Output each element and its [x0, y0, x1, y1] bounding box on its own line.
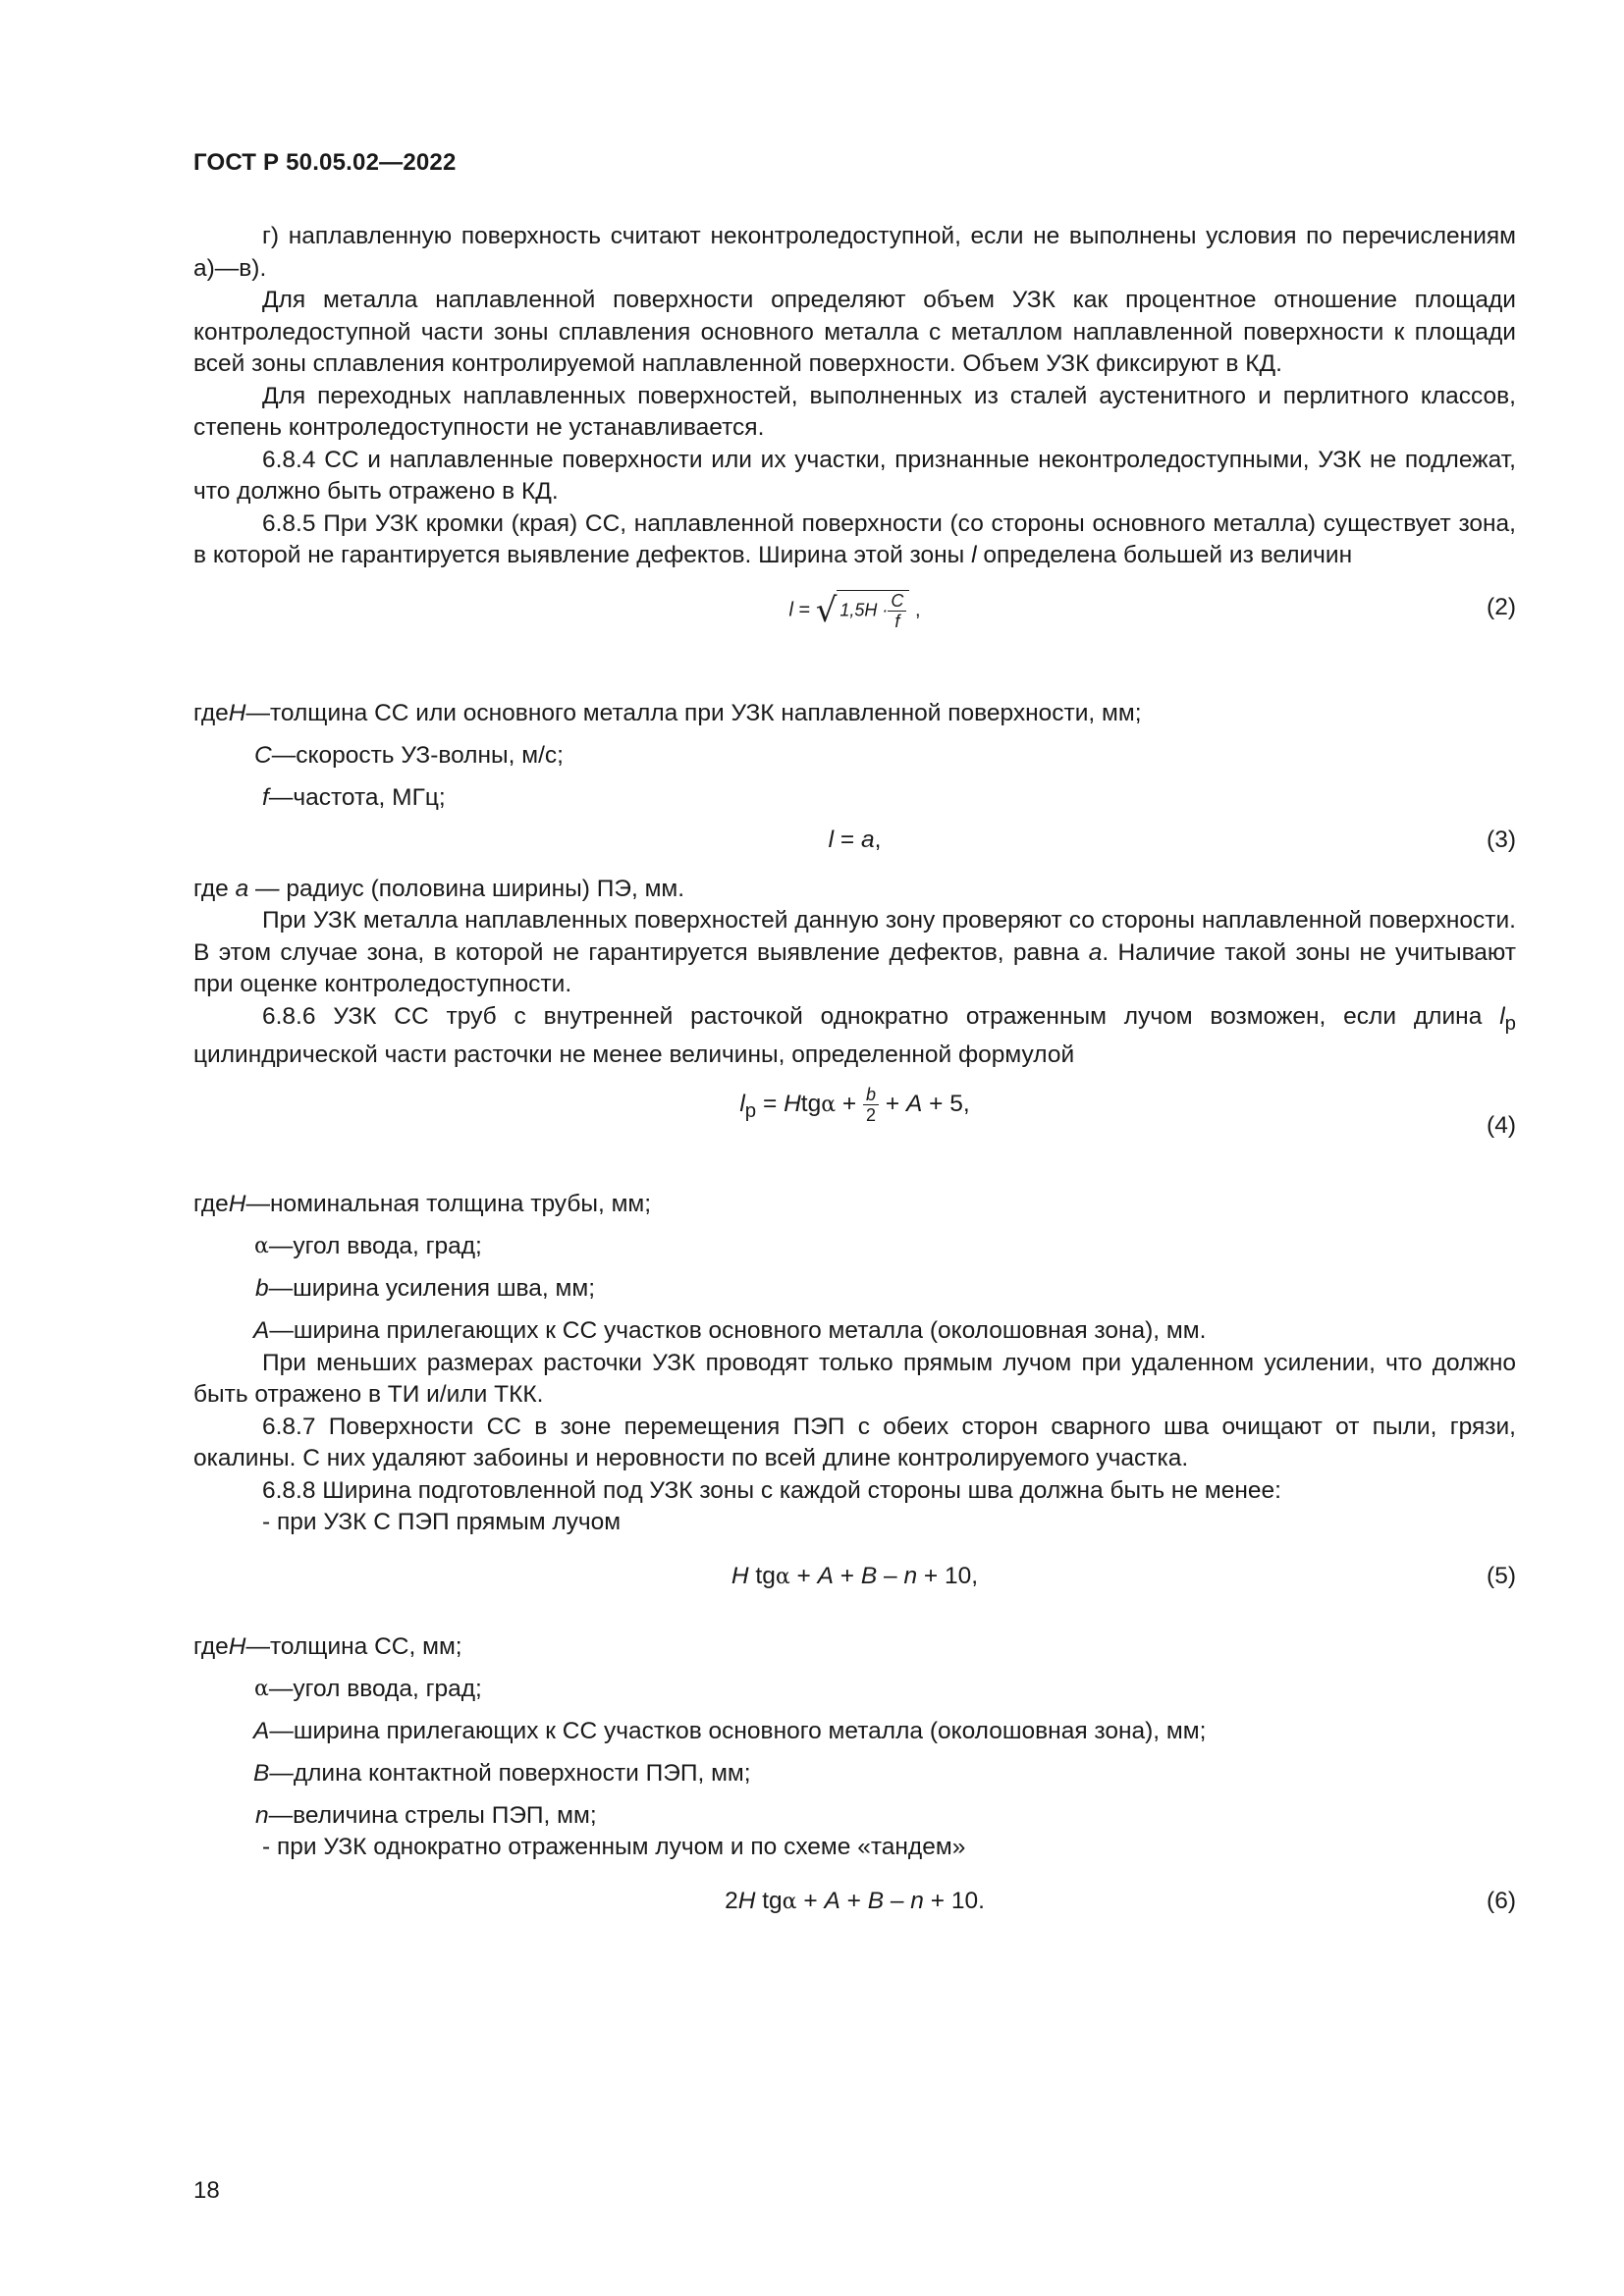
where-text: скорость УЗ-волны, м/с; [296, 741, 564, 769]
where-item [193, 1800, 1516, 1833]
variable-subscript: р [1504, 1012, 1517, 1035]
where-item [193, 1631, 1516, 1664]
formula-expression [193, 1886, 1516, 1918]
formula-3 [193, 825, 1516, 860]
alpha-symbol: α [775, 1564, 790, 1589]
where-item [193, 1273, 1516, 1306]
where-dash: — [268, 783, 294, 811]
formula-symbol: l [828, 826, 835, 853]
where-dash: — [269, 1759, 294, 1787]
where-dash: — [268, 1675, 294, 1702]
paragraph: 6.8.7 Поверхности СС в зоне перемещения ПЭП с обеих сторон сварного шва очищают от пыли, грязи, окалины. С них удаляют забоины и неровности по всей длине контролируемого участка. [193, 1413, 1516, 1472]
where-symbol: C [254, 741, 272, 769]
where-text: частота, МГц; [293, 783, 446, 811]
formula-symbol: + [836, 1091, 863, 1118]
where-dash: — [268, 1801, 294, 1829]
fraction [888, 591, 906, 631]
where-prefix: где [193, 1632, 229, 1660]
where-item [193, 1716, 1516, 1748]
where-text: толщина СС или основного металла при УЗК наплавленной поверхности, мм; [269, 699, 1142, 726]
paragraph: 6.8.4 СС и наплавленные поверхности или их участки, признанные неконтроледоступными, УЗК не подлежат, что должно быть отражено в КД. [193, 446, 1516, 505]
alpha-symbol: α [782, 1889, 797, 1914]
paragraph [193, 905, 1516, 1001]
formula-symbol: 1,5H · [839, 599, 889, 619]
formula-2 [193, 590, 1516, 657]
paragraph: Для металла наплавленной поверхности определяют объем УЗК как процентное отношение площади контроледоступной части зоны сплавления основного металла с металлом наплавленной поверхности к площади всей зоны сплавления контролируемой наплавленной поверхности. Объем УЗК фиксируют в КД. [193, 287, 1516, 377]
variable: l [971, 542, 977, 568]
where-symbol: f [262, 783, 269, 811]
where-text: ширина прилегающих к СС участков основного металла (околошовная зона), мм. [293, 1317, 1207, 1345]
where-list [193, 1189, 1516, 1348]
formula-symbol: l [739, 1091, 745, 1118]
where-symbol: H [228, 1191, 246, 1218]
formula-6 [193, 1886, 1516, 1921]
formula-symbol: B [867, 1887, 885, 1914]
fraction [863, 1085, 879, 1125]
where-symbol: α [254, 1234, 269, 1259]
formula-expression [193, 1085, 1516, 1127]
formula-symbol: + 5, [922, 1091, 970, 1118]
where-prefix: где [193, 1191, 229, 1218]
where-text: длина контактной поверхности ПЭП, мм; [293, 1759, 751, 1787]
formula-expression [193, 825, 1516, 856]
page-number: 18 [193, 2177, 220, 2204]
where-symbol: b [255, 1275, 269, 1303]
page-body [193, 221, 1516, 1921]
where-text: угол ввода, град; [293, 1233, 482, 1260]
where-item [193, 1674, 1516, 1706]
document-header: ГОСТ Р 50.05.02—2022 [193, 149, 457, 176]
formula-symbol: A [824, 1887, 840, 1914]
formula-symbol: H [731, 1562, 749, 1589]
variable: a [1088, 938, 1103, 966]
where-item [193, 740, 1516, 773]
list-item: - при УЗК С ПЭП прямым лучом [262, 1509, 622, 1536]
alpha-symbol: α [821, 1093, 837, 1118]
formula-symbol: + 10, [917, 1562, 979, 1589]
where-dash: — [268, 1233, 294, 1260]
formula-symbol: = [834, 826, 861, 853]
paragraph [193, 508, 1516, 572]
paragraph-text: . Наличие такой зоны не учитывают при оценке контроледоступности. [193, 938, 1516, 997]
formula-symbol: , [909, 598, 921, 620]
where-symbol: A [253, 1317, 270, 1345]
formula-symbol: n [910, 1887, 924, 1914]
formula-symbol: + [796, 1887, 825, 1914]
where-item [193, 1231, 1516, 1263]
where-text: номинальная толщина трубы, мм; [269, 1191, 652, 1218]
paragraph: г) наплавленную поверхность считают неконтроледоступной, если не выполнены условия по перечислениям а)—в). [193, 223, 1516, 282]
formula-symbol: H [737, 1887, 756, 1914]
paragraph-text: 6.8.6 УЗК СС труб с внутренней расточкой однократно отраженным лучом возможен, если длина [262, 1002, 1483, 1030]
where-text: радиус (половина ширины) ПЭ, мм. [286, 875, 685, 902]
formula-number: (2) [1487, 593, 1516, 620]
formula-symbol: + 10. [923, 1887, 985, 1914]
formula-symbol: l [788, 598, 793, 620]
paragraph: Для переходных наплавленных поверхностей, выполненных из сталей аустенитного и перлитного классов, степень контроледоступности не устанавливается. [193, 382, 1516, 441]
fraction-denominator: 2 [866, 1105, 877, 1126]
paragraph-text: цилиндрической части расточки не менее величины, определенной формулой [193, 1041, 1075, 1068]
formula-symbol: tg [800, 1091, 822, 1118]
paragraph-text: 6.8.5 При УЗК кромки (края) СС, наплавленной поверхности (со стороны основного металла) существует зона, в которой не гарантируется выявление дефектов. Ширина этой зоны [193, 509, 1516, 568]
formula-symbol: tg [755, 1887, 783, 1914]
formula-subscript: р [744, 1100, 757, 1123]
formula-symbol: + [833, 1562, 861, 1589]
formula-symbol: = [792, 598, 816, 620]
where-text: величина стрелы ПЭП, мм; [293, 1801, 597, 1829]
where-item [193, 698, 1516, 730]
formula-number: (5) [1487, 1562, 1516, 1589]
where-dash: — [245, 699, 270, 726]
formula-5 [193, 1561, 1516, 1596]
list-item: - при УЗК однократно отраженным лучом и по схеме «тандем» [262, 1834, 966, 1861]
where-list [193, 1631, 1516, 1833]
where-dash: — [269, 1317, 294, 1345]
formula-symbol: A [905, 1091, 923, 1118]
where-prefix: где [193, 875, 236, 902]
where-list [193, 698, 1516, 815]
formula-symbol: B [860, 1562, 878, 1589]
paragraph-text: определена большей из величин [983, 542, 1353, 568]
variable: l [1499, 1002, 1505, 1030]
where-text: толщина СС, мм; [269, 1632, 462, 1660]
where-dash: — [245, 1191, 270, 1218]
formula-symbol: + [789, 1562, 818, 1589]
formula-expression [193, 1561, 1516, 1593]
paragraph: 6.8.8 Ширина подготовленной под УЗК зоны с каждой стороны шва должна быть не менее: [262, 1476, 1281, 1504]
where-dash: — [245, 1632, 270, 1660]
where-symbol: H [228, 1632, 246, 1660]
formula-number: (6) [1487, 1887, 1516, 1914]
paragraph [193, 1001, 1516, 1072]
where-item [193, 1315, 1516, 1348]
where-symbol: B [253, 1759, 270, 1787]
formula-symbol: 2 [725, 1887, 738, 1914]
formula-symbol: , [874, 826, 882, 853]
formula-symbol: A [817, 1562, 834, 1589]
formula-number: (3) [1487, 826, 1516, 853]
fraction-numerator: C [888, 591, 906, 612]
paragraph: При меньших размерах расточки УЗК проводят только прямым лучом при удаленном усилении, что должно быть отражено в ТИ и/или ТКК. [193, 1349, 1516, 1409]
formula-symbol: H [784, 1091, 801, 1118]
formula-symbol: + [879, 1091, 906, 1118]
where-dash: — [271, 741, 297, 769]
formula-symbol: tg [748, 1562, 776, 1589]
where-symbol: α [254, 1676, 269, 1701]
where-text: угол ввода, град; [293, 1675, 482, 1702]
formula-symbol: n [903, 1562, 918, 1589]
where-item [193, 782, 1516, 815]
where-symbol: H [228, 699, 246, 726]
where-item [193, 1189, 1516, 1221]
formula-symbol: – [884, 1887, 911, 1914]
radicand [837, 590, 909, 631]
where-text: ширина прилегающих к СС участков основного металла (околошовная зона), мм; [293, 1717, 1207, 1744]
where-line [193, 874, 1516, 906]
formula-symbol: a [860, 826, 875, 853]
formula-expression [193, 590, 1516, 631]
where-prefix: где [193, 699, 229, 726]
where-dash: — [268, 1275, 294, 1303]
sqrt-icon: √ [815, 590, 838, 630]
where-dash: — [248, 875, 287, 902]
where-symbol: A [253, 1717, 270, 1744]
paragraph-text: При УЗК металла наплавленных поверхностей данную зону проверяют со стороны наплавленной поверхности. В этом случае зона, в которой не гарантируется выявление дефектов, равна [193, 907, 1516, 966]
where-symbol: n [255, 1801, 269, 1829]
formula-symbol: – [877, 1562, 904, 1589]
where-item [193, 1758, 1516, 1790]
where-dash: — [269, 1717, 294, 1744]
where-text: ширина усиления шва, мм; [293, 1275, 596, 1303]
formula-symbol: = [756, 1091, 785, 1118]
formula-symbol: + [839, 1887, 868, 1914]
formula-number: (4) [1487, 1112, 1516, 1140]
fraction-denominator: f [894, 611, 900, 631]
where-symbol: a [235, 875, 249, 902]
formula-4 [193, 1085, 1516, 1153]
fraction-numerator: b [863, 1085, 879, 1105]
